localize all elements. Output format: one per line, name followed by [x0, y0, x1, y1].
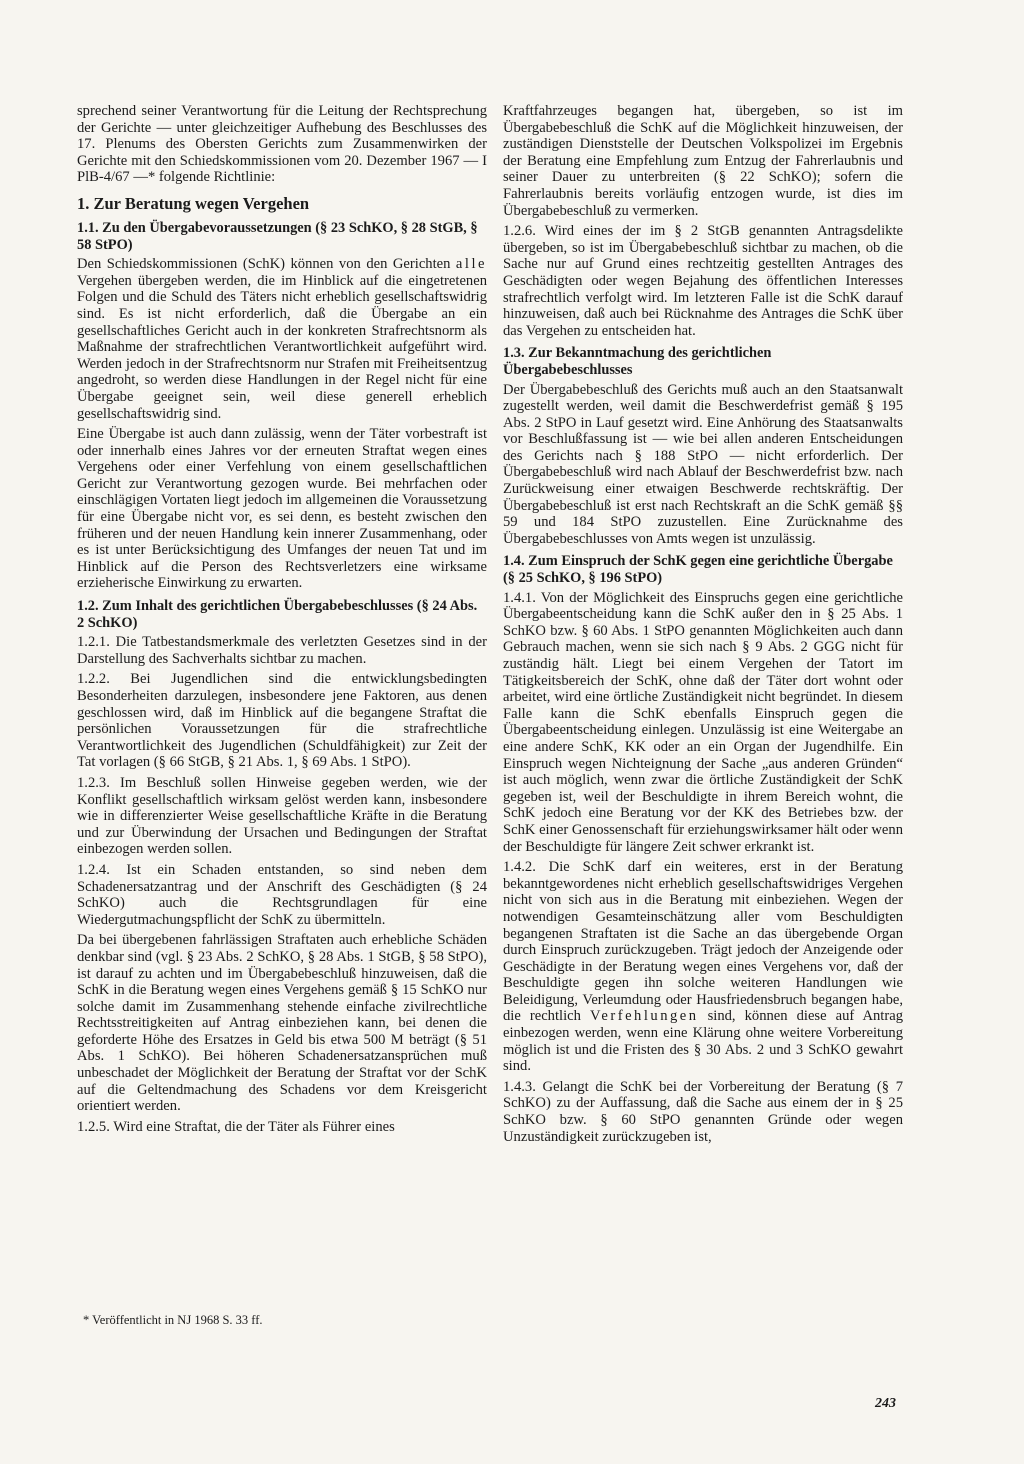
section-1-heading: 1. Zur Beratung wegen Vergehen	[77, 193, 310, 213]
section-1-2-5-continued: Kraftfahrzeuges begangen hat, übergeben, so ist im Übergabebeschluß die SchK auf die Möglichkeit hinzuweisen, der zuständigen Dienststelle der Deutschen Volkspolizei im Ergebnis der Beratung eine Empfehlung zum Entzug der Fahrerlaubnis und seiner Dauer zu unterbreiten (§ 22 SchKO); sofern die Fahrerlaubnis bereits vorläufig entzogen wurde, ist dies im Übergabebeschluß zu vermerken.	[503, 103, 903, 219]
emphasis-alle: alle	[455, 256, 487, 273]
section-1-4-1: 1.4.1. Von der Möglichkeit des Einspruchs gegen eine gerichtliche Übergabeentscheidung kann die SchK außer den in § 25 Abs. 1 SchKO bzw. § 60 Abs. 1 StPO genannten Möglichkeiten auch dann Gebrauch machen, wenn sie sich nach § 9 Abs. 2 GGG nicht für zuständig hält. Liegt bei einem Vergehen der Tatort im Tätigkeitsbereich der SchK, ohne daß der Täter dort wohnt oder arbeitet, wird eine örtliche Zuständigkeit nicht begründet. In diesem Falle kann die SchK ebenfalls Einspruch gegen die Übergabeentscheidung einlegen. Unzulässig ist eine Weitergabe an eine andere SchK, KK oder an ein Organ der Jugendhilfe. Ein Einspruch wegen Nichteignung der Sache „aus anderen Gründen“ ist auch möglich, wenn zwar die örtliche Zuständigkeit der SchK gegeben ist, weil der Beschuldigte in ihrem Bereich wohnt, die SchK jedoch eine Beratung vor der KK des Betriebes bzw. der SchK einer Genossenschaft für erziehungswirksamer hält oder wenn der Beschuldigte für längere Zeit schwer erkrankt ist.	[503, 589, 903, 855]
page-number: 243	[875, 1396, 896, 1411]
section-1-2-3: 1.2.3. Im Beschluß sollen Hinweise gegeben werden, wie der Konflikt gesellschaftlich wirksam gelöst werden kann, insbesondere wie in differenzierter Weise gesellschaftliche Kräfte in die Beratung und zur Überwindung der Ursachen und Bedingungen der Straftat einbezogen werden sollen.	[77, 774, 487, 858]
section-1-2-2: 1.2.2. Bei Jugendlichen sind die entwicklungsbedingten Besonderheiten darzulegen, insbesondere jene Faktoren, aus denen geschlossen wird, daß im Hinblick auf die begangene Straftat die persönlichen Voraussetzungen für die strafrechtliche Verantwortlichkeit des Jugendlichen (Schuldfähigkeit) zur Zeit der Tat vorlagen (§ 66 StGB, § 21 Abs. 1, § 69 Abs. 1 StPO).	[77, 671, 487, 771]
emphasis-verfehlungen: Verfehlungen	[589, 1008, 699, 1025]
text-run: sind, können diese auf Antrag einbezogen werden, wenn eine Klärung ohne weitere Vorbereitung möglich ist und die Fristen des § 30 Abs. 2 und 3 SchKO gewahrt sind.	[503, 1008, 903, 1075]
section-1-2-4: 1.2.4. Ist ein Schaden entstanden, so sind neben dem Schadenersatzantrag und der Anschrift des Geschädigten (§ 24 SchKO) auch die Rechtsgrundlagen für eine Wiedergutmachungspflicht der SchK zu übermitteln.	[77, 861, 487, 928]
left-column	[77, 103, 487, 1135]
section-1-3-paragraph: Der Übergabebeschluß des Gerichts muß auch an den Staatsanwalt zugestellt werden, weil damit die Beschwerdefrist gemäß § 195 Abs. 2 StPO in Lauf gesetzt wird. Eine Anhörung des Staatsanwalts vor Beschlußfassung ist — wie bei allen anderen Entscheidungen des Gerichts nach § 188 StPO — nicht erforderlich. Der Übergabebeschluß wird nach Ablauf der Beschwerdefrist bzw. nach Zurückweisung einer etwaigen Beschwerde rechtskräftig. Der Übergabebeschluß ist erst nach Rechtskraft an die SchK gemäß §§ 59 und 184 StPO zuzustellen. Eine Zurücknahme des Übergabebeschlusses von Amts wegen ist unzulässig.	[503, 381, 903, 547]
section-1-2-1: 1.2.1. Die Tatbestandsmerkmale des verletzten Gesetzes sind in der Darstellung des Sachverhalts sichtbar zu machen.	[77, 634, 487, 667]
text-run: 1.4.2. Die SchK darf ein weiteres, erst in der Beratung bekanntgewordenes nicht erheblich gesellschaftswidriges Vergehen nicht von sich aus in die Beratung mit einbeziehen. Wegen der notwendigen Gesamteinschätzung aller vom Beschuldigten begangenen Straftaten ist die Sache an das übergebende Organ durch Einspruch zurückzugeben. Trägt jedoch der Anzeigende oder Geschädigte in der Beratung wegen eines Vergehens vor, daß der Beschuldigte gegen ihn solche weiteren Handlungen wie Beleidigung, Verleumdung oder Hausfriedensbruch begangen habe, die rechtlich	[503, 859, 903, 1025]
section-1-2-heading: 1.2. Zum Inhalt des gerichtlichen Übergabebeschlusses (§ 24 Abs. 2 SchKO)	[77, 598, 478, 631]
section-1-4-3: 1.4.3. Gelangt die SchK bei der Vorbereitung der Beratung (§ 7 SchKO) zu der Auffassung, daß die Sache aus einem der in § 25 SchKO bzw. § 60 StPO genannten Gründe oder wegen Unzuständigkeit zurückzugeben ist,	[503, 1078, 903, 1145]
section-1-1-paragraph-2: Eine Übergabe ist auch dann zulässig, wenn der Täter vorbestraft ist oder innerhalb eines Jahres vor der erneuten Straftat wegen eines Vergehens oder einer Verfehlung von einem gesellschaftlichen Gericht zur Verantwortung gezogen wurde. Bei mehrfachen oder einschlägigen Vortaten liegt jedoch im allgemeinen die Voraussetzung für eine Übergabe nicht vor, es sei denn, es besteht zwischen den früheren und der neuen Handlung kein innerer Zusammenhang, oder es ist unter Berücksichtigung des Umfanges der neuen Tat und im Hinblick auf die Person des Rechtsverletzers eine wirksame erzieherische Einwirkung zu erwarten.	[77, 426, 487, 592]
section-1-2-6: 1.2.6. Wird eines der im § 2 StGB genannten Antragsdelikte übergeben, so ist im Übergabebeschluß sichtbar zu machen, ob die Sache nur auf Grund eines rechtzeitig gestellten Antrages des Geschädigten oder wegen Bejahung des öffentlichen Interesses strafrechtlich verfolgt wird. Im letzteren Falle ist die SchK darauf hinzuweisen, daß auch bei Rücknahme des Antrages die SchK über das Vergehen zu entscheiden hat.	[503, 223, 903, 339]
text-run: Den Schiedskommissionen (SchK) können von den Gerichten	[77, 256, 451, 273]
section-1-3-heading: 1.3. Zur Bekanntmachung des gerichtlichen Übergabebeschlusses	[503, 345, 772, 378]
section-1-4-heading: 1.4. Zum Einspruch der SchK gegen eine gerichtliche Übergabe (§ 25 SchKO, § 196 StPO)	[503, 553, 893, 587]
intro-paragraph: sprechend seiner Verantwortung für die Leitung der Rechtsprechung der Gerichte — unter gleichzeitiger Aufhebung des Beschlusses des 17. Plenums des Obersten Gerichts zum Zusammenwirken der Gerichte mit den Schiedskommissionen vom 20. Dezember 1967 — I PlB-4/67 —* folgende Richtlinie:	[77, 103, 487, 186]
section-1-2-5-start: 1.2.5. Wird eine Straftat, die der Täter als Führer eines	[77, 1118, 395, 1135]
right-column	[503, 103, 903, 1149]
footnote: * Veröffentlicht in NJ 1968 S. 33 ff.	[83, 1313, 263, 1327]
section-1-1-paragraph-1	[77, 256, 487, 422]
section-1-1-heading: 1.1. Zu den Übergabevoraussetzungen (§ 23 SchKO, § 28 StGB, § 58 StPO)	[77, 219, 478, 253]
text-run: Vergehen übergeben werden, die im Hinblick auf die eingetretenen Folgen und die Schuld des Täters nicht erheblich gesellschaftswidrig sind. Es ist nicht erforderlich, daß die Übergabe an ein gesellschaftliches Gericht auch in der konkreten Strafrechtsnorm als Maßnahme der strafrechtlichen Verantwortlichkeit aufgeführt wird. Werden jedoch in der Strafrechtsnorm nur Strafen mit Freiheitsentzug angedroht, so werden diese Handlungen in der Regel nicht für eine Übergabe geeignet sein, weil diese generell erheblich gesellschaftswidrig sind.	[77, 272, 487, 422]
section-1-4-2	[503, 859, 903, 1075]
section-1-2-4-continued: Da bei übergebenen fahrlässigen Straftaten auch erhebliche Schäden denkbar sind (vgl. § 23 Abs. 2 SchKO, § 28 Abs. 1 StGB, § 58 StPO), ist darauf zu achten und im Übergabebeschluß hinzuweisen, daß die SchK in die Beratung wegen eines Vergehens gemäß § 15 SchKO nur solche damit im Zusammenhang stehende einfache zivilrechtliche Rechtsstreitigkeiten auf Antrag einbeziehen kann, bei denen die geforderte Höhe des Ersatzes in Geld bis etwa 500 M beträgt (§ 51 Abs. 1 SchKO). Bei höheren Schadenersatzansprüchen muß unbeschadet der Möglichkeit der Beratung der Straftat vor der SchK auf die Geltendmachung des Schadens vor dem Kreisgericht orientiert werden.	[77, 932, 487, 1115]
